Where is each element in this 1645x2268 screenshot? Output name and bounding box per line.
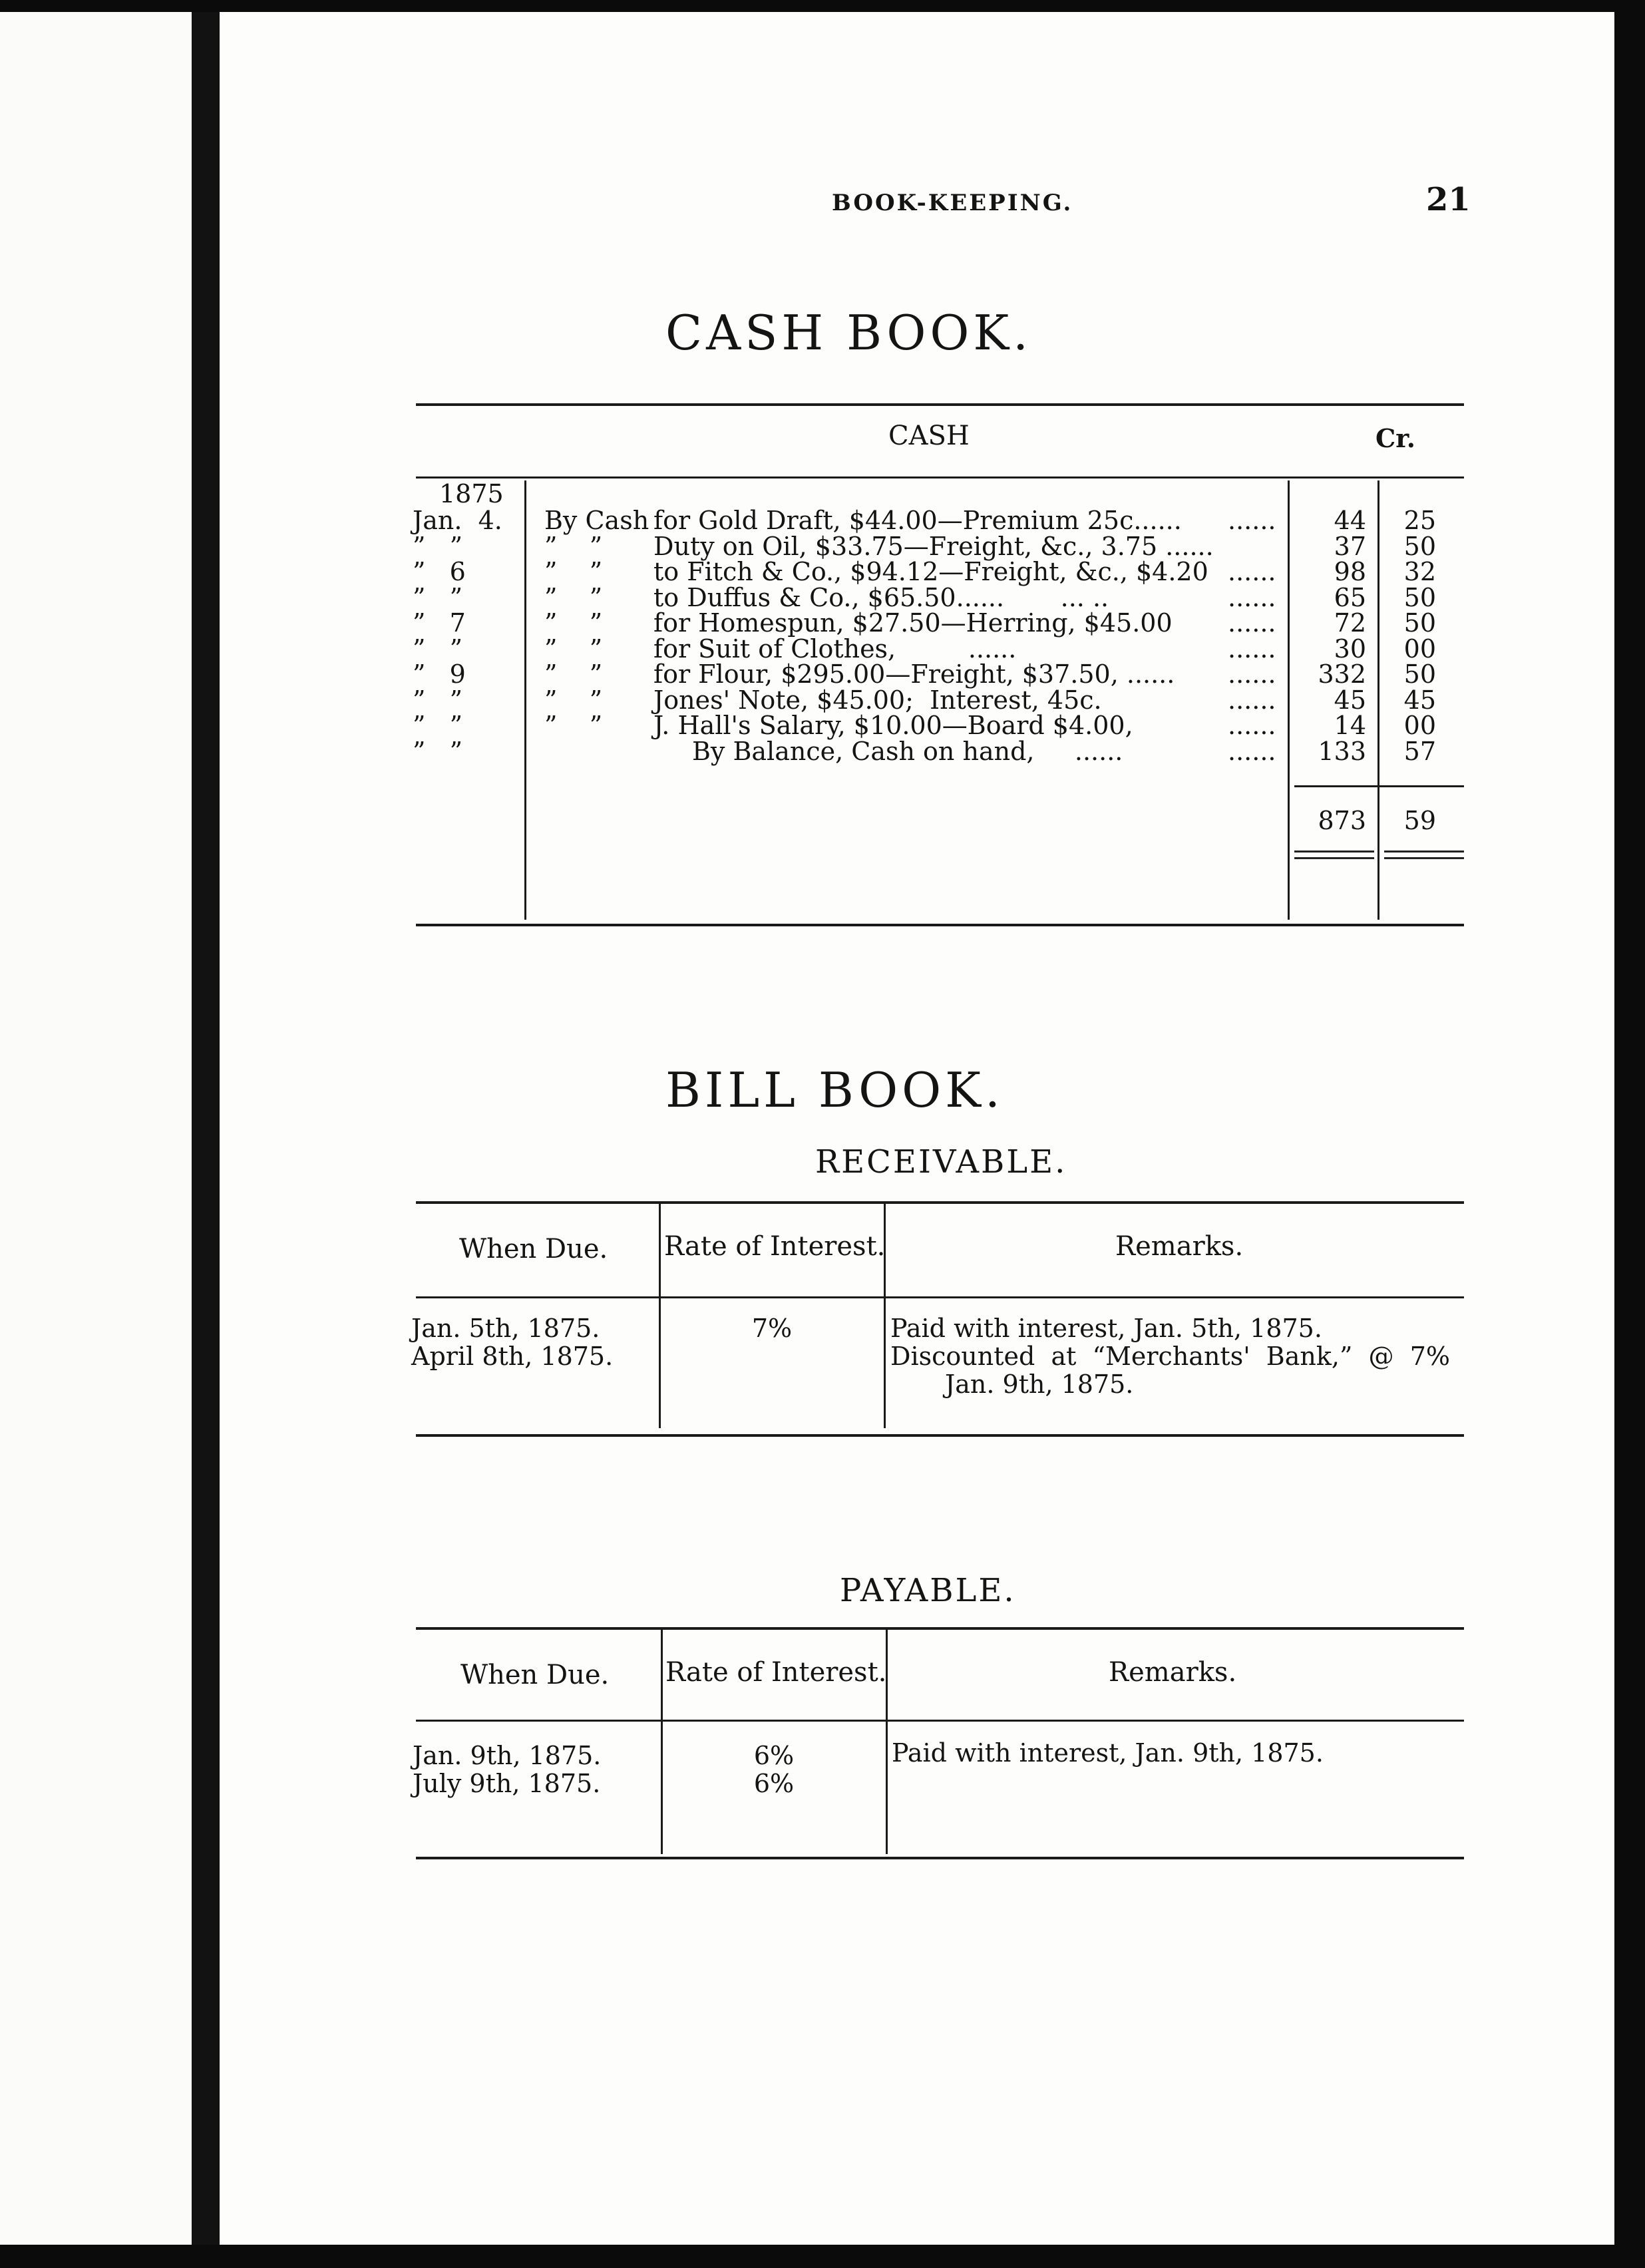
cash-row-dollars: 98 — [1334, 557, 1366, 586]
receivable-when-due-header: When Due. — [459, 1234, 608, 1264]
cash-total-dollars: 873 — [1318, 806, 1366, 835]
cash-total-double-rule-cents — [1384, 850, 1464, 859]
left-page-edge — [0, 12, 200, 2245]
cash-row-cents: 50 — [1403, 608, 1436, 638]
cash-row-dollars: 44 — [1334, 506, 1366, 535]
payable-rate-2: 6% — [753, 1769, 795, 1798]
cash-book-title: CASH BOOK. — [665, 305, 1033, 361]
receivable-remark-1: Paid with interest, Jan. 5th, 1875. — [890, 1314, 1322, 1343]
cash-row-date: ” 6 — [413, 557, 466, 586]
cash-row-dollars: 37 — [1334, 532, 1366, 561]
payable-when-due-1: Jan. 9th, 1875. — [413, 1741, 602, 1770]
cash-row-leader: ...... — [1228, 660, 1276, 689]
cash-row-description: for Homespun, $27.50—Herring, $45.00 — [653, 608, 1173, 638]
payable-rate-1: 6% — [753, 1741, 795, 1770]
cash-row-date: ” 9 — [413, 660, 466, 689]
cash-row-cents: 50 — [1403, 583, 1436, 612]
bill-book-title: BILL BOOK. — [665, 1062, 1004, 1118]
cash-row-leader: ...... — [1228, 557, 1276, 586]
cash-bottom-rule — [416, 924, 1464, 926]
payable-top-rule — [416, 1627, 1464, 1630]
cash-row-description: Jones' Note, $45.00; Interest, 45c. — [653, 685, 1102, 715]
payable-remark-1: Paid with interest, Jan. 9th, 1875. — [892, 1738, 1324, 1768]
cash-row-prefix: ” ” — [544, 608, 603, 638]
cash-row-leader: ...... — [1228, 608, 1276, 638]
cash-row-cents: 00 — [1403, 711, 1436, 740]
cash-row-description: to Fitch & Co., $94.12—Freight, &c., $4.20 — [653, 557, 1208, 586]
cash-header-rule — [416, 476, 1464, 478]
cash-row-date: ” 7 — [413, 608, 466, 638]
receivable-title: RECEIVABLE. — [815, 1143, 1067, 1181]
cash-row-description: By Balance, Cash on hand, ...... — [692, 737, 1123, 766]
cash-total-cents: 59 — [1403, 806, 1436, 835]
receivable-header-rule — [416, 1296, 1464, 1298]
receivable-remark-2: Discounted at “Merchants' Bank,” @ 7% — [890, 1342, 1450, 1371]
cash-row-leader: ...... — [1228, 506, 1276, 535]
cash-row-dollars: 14 — [1334, 711, 1366, 740]
cash-row-leader: ...... — [1228, 685, 1276, 715]
cash-row-dollars: 65 — [1334, 583, 1366, 612]
cash-row-prefix: ” ” — [544, 634, 603, 663]
cash-row-dollars: 45 — [1334, 685, 1366, 715]
receivable-when-due-1: Jan. 5th, 1875. — [411, 1314, 600, 1343]
cash-row-description: for Suit of Clothes, ...... — [653, 634, 1017, 663]
cash-row-cents: 25 — [1403, 506, 1436, 535]
page-number: 21 — [1426, 181, 1471, 218]
payable-remarks-header: Remarks. — [1109, 1657, 1237, 1688]
cr-label: Cr. — [1375, 423, 1416, 453]
cash-row-date: ” ” — [413, 583, 463, 612]
cash-row-dollars: 133 — [1318, 737, 1366, 766]
receivable-rate-header: Rate of Interest. — [664, 1231, 886, 1262]
cash-row-dollars: 30 — [1334, 634, 1366, 663]
receivable-col-rule-1 — [659, 1203, 661, 1428]
cash-row-description: for Gold Draft, $44.00—Premium 25c...... — [653, 506, 1182, 535]
cash-row-dollars: 72 — [1334, 608, 1366, 638]
payable-header-rule — [416, 1720, 1464, 1722]
cash-row-date: ” ” — [413, 711, 463, 740]
receivable-when-due-2: April 8th, 1875. — [411, 1342, 614, 1371]
payable-col-rule-1 — [661, 1629, 663, 1854]
cash-row-prefix: ” ” — [544, 532, 603, 561]
cash-row-cents: 57 — [1403, 737, 1436, 766]
cash-row-cents: 50 — [1403, 660, 1436, 689]
cash-top-rule — [416, 403, 1464, 406]
running-head: BOOK-KEEPING. — [832, 190, 1073, 216]
cash-row-date: Jan. 4. — [413, 506, 502, 535]
receivable-remark-3: Jan. 9th, 1875. — [945, 1370, 1134, 1399]
cash-header: CASH — [888, 421, 970, 451]
cash-row-description: for Flour, $295.00—Freight, $37.50, ...... — [653, 660, 1175, 689]
cash-row-leader: ...... — [1228, 583, 1276, 612]
cash-row-date: ” ” — [413, 532, 463, 561]
binding-gutter — [192, 12, 220, 2245]
cash-total-rule — [1294, 785, 1464, 787]
cash-row-prefix: ” ” — [544, 557, 603, 586]
cash-row-dollars: 332 — [1318, 660, 1366, 689]
receivable-bottom-rule — [416, 1434, 1464, 1437]
receivable-rate-1: 7% — [751, 1314, 793, 1343]
cash-row-description: J. Hall's Salary, $10.00—Board $4.00, — [653, 711, 1133, 740]
cash-row-leader: ...... — [1228, 737, 1276, 766]
cash-row-description: Duty on Oil, $33.75—Freight, &c., 3.75 ...... — [653, 532, 1214, 561]
cash-row-prefix: By Cash — [544, 506, 649, 535]
cash-dollars-column-rule — [1288, 480, 1290, 920]
cash-row-date: ” ” — [413, 634, 463, 663]
payable-when-due-2: July 9th, 1875. — [413, 1769, 601, 1798]
cash-row-cents: 00 — [1403, 634, 1436, 663]
cash-cents-column-rule — [1377, 480, 1379, 920]
cash-row-date: ” ” — [413, 685, 463, 715]
cash-row-cents: 45 — [1403, 685, 1436, 715]
payable-when-due-header: When Due. — [460, 1660, 610, 1690]
receivable-remarks-header: Remarks. — [1115, 1231, 1244, 1262]
cash-row-date: ” ” — [413, 737, 463, 766]
payable-bottom-rule — [416, 1857, 1464, 1859]
cash-row-cents: 32 — [1403, 557, 1436, 586]
cash-date-column-rule — [524, 480, 526, 920]
cash-row-prefix: ” ” — [544, 711, 603, 740]
payable-rate-header: Rate of Interest. — [665, 1657, 887, 1688]
cash-total-double-rule-dollars — [1294, 850, 1374, 859]
cash-row-description: to Duffus & Co., $65.50...... ... .. — [653, 583, 1109, 612]
payable-title: PAYABLE. — [840, 1572, 1016, 1609]
cash-row-prefix: ” ” — [544, 660, 603, 689]
cash-row-prefix: ” ” — [544, 583, 603, 612]
cash-row-prefix: ” ” — [544, 685, 603, 715]
cash-row-leader: ...... — [1228, 711, 1276, 740]
receivable-top-rule — [416, 1201, 1464, 1204]
cash-row-cents: 50 — [1403, 532, 1436, 561]
cash-year: 1875 — [439, 479, 504, 508]
cash-row-leader: ...... — [1228, 634, 1276, 663]
